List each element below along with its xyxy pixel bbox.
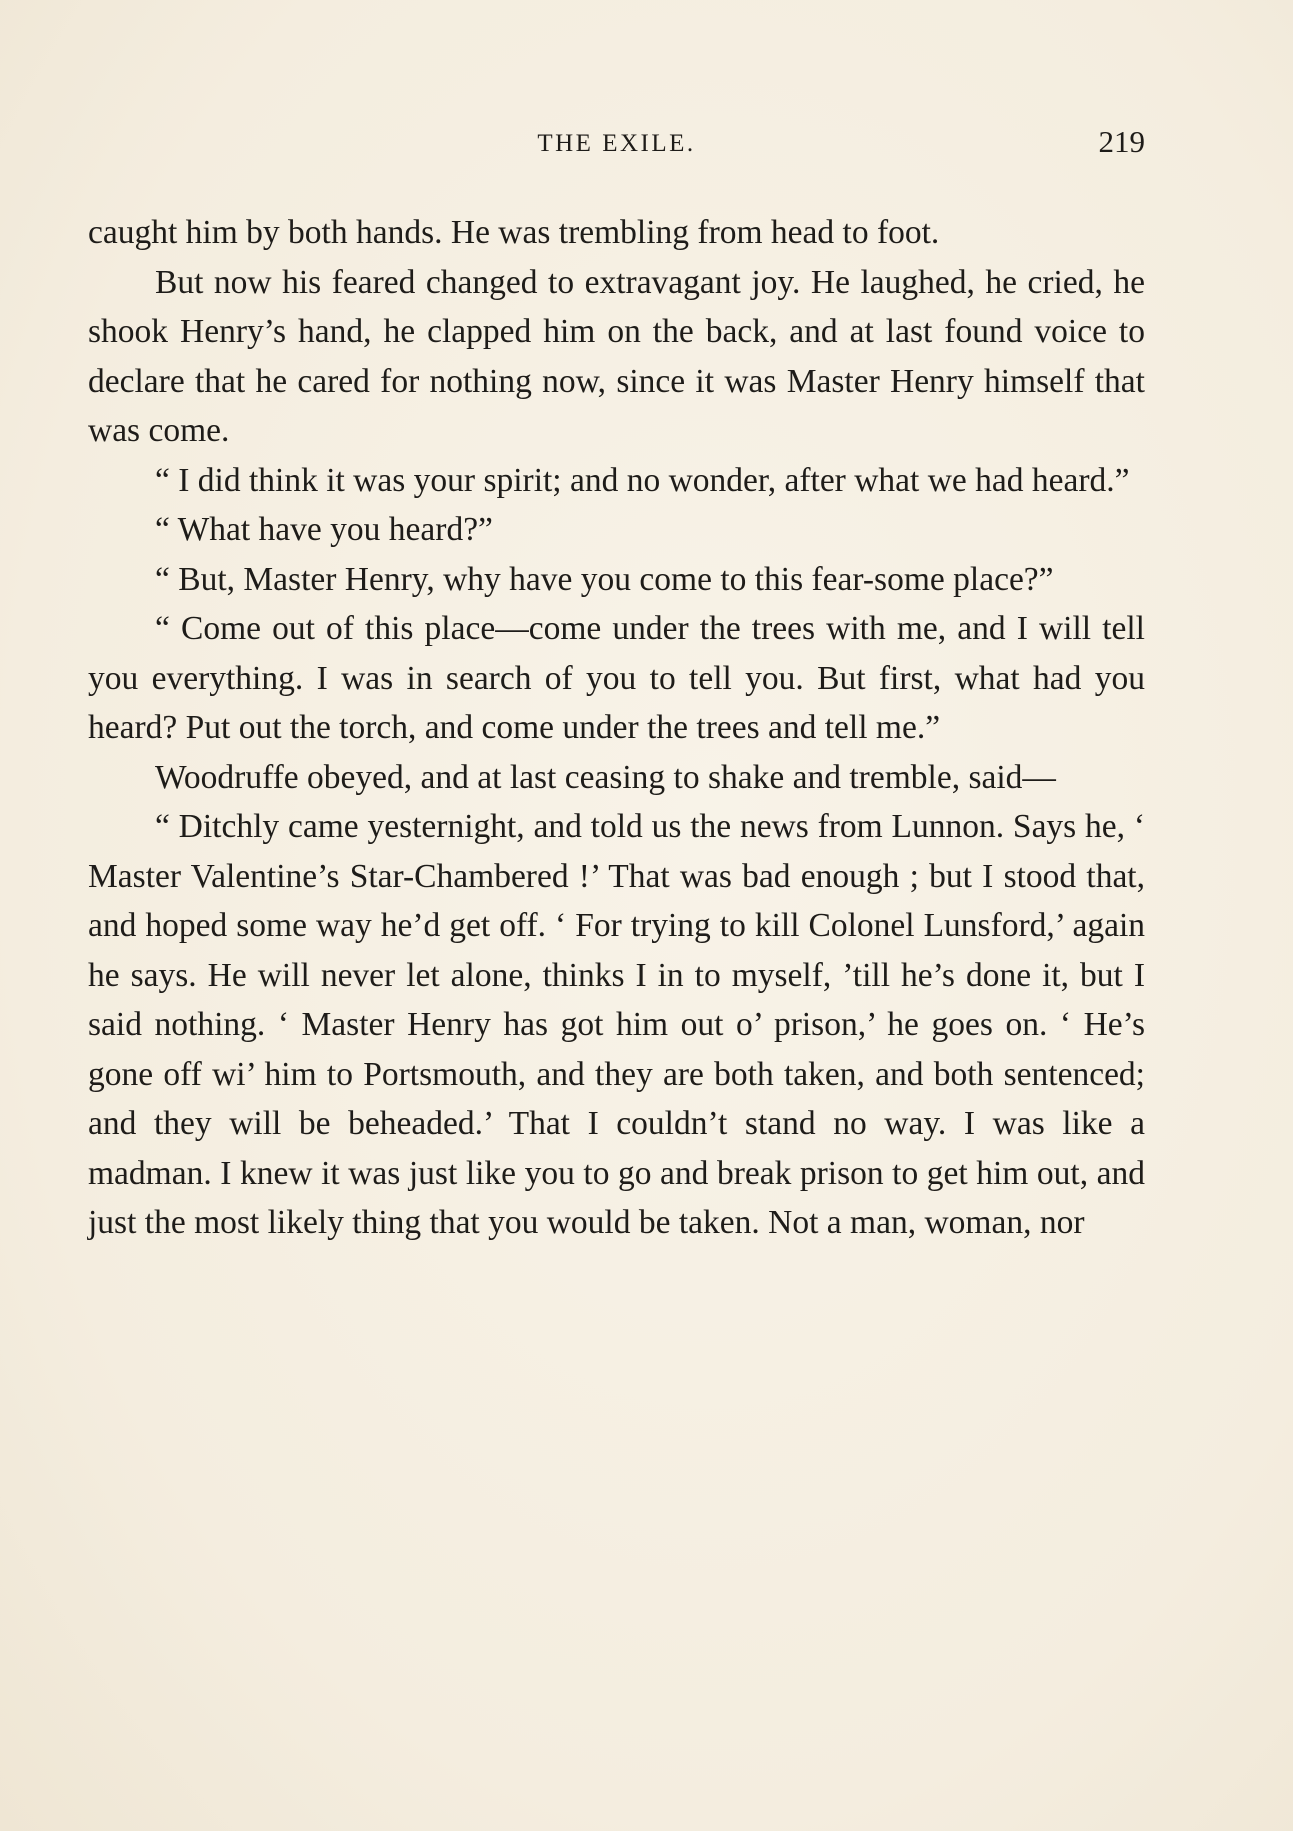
paragraph-dialogue: “ Come out of this place—come under the trees with me, and I will tell you everything. I was in search of you to tell you. But first, what had you heard? Put out the torch, and come under the trees and tell me.” [88, 610, 1145, 746]
paragraph-dialogue: “ What have you heard?” [155, 511, 493, 548]
running-head [88, 124, 1145, 164]
paragraph-continuation: caught him by both hands. He was trembling from head to foot. [88, 214, 940, 251]
paragraph-dialogue: “ Ditchly came yesternight, and told us the news from Lunnon. Says he, ‘ Master Valentine’s Star-Chambered !’ That was bad enough ; but I stood that, and hoped some way he’d get off. ‘ For trying to kill Colonel Lunsford,’ again he says. He will never let alone, thinks I in to myself, ’till he’s done it, but I said nothing. ‘ Master Henry has got him out o’ prison,’ he goes on. ‘ He’s gone off wi’ him to Portsmouth, and they are both taken, and both sentenced; and they will be beheaded.’ That I couldn’t stand no way. I was like a madman. I knew it was just like you to go and break prison to get him out, and just the most likely thing that you would be taken. Not a man, woman, nor [88, 808, 1145, 1241]
body-text [88, 208, 1145, 1248]
paragraph: But now his feared changed to extravagant joy. He laughed, he cried, he shook Henry’s hand, he clapped him on the back, and at last found voice to declare that he cared for nothing now, since it was Master Henry himself that was come. [88, 263, 1145, 449]
page-number: 219 [1098, 124, 1145, 159]
paragraph-dialogue: “ I did think it was your spirit; and no wonder, after what we had heard.” [155, 461, 1130, 499]
paragraph: Woodruffe obeyed, and at last ceasing to shake and tremble, said— [155, 758, 1056, 796]
paragraph-dialogue: “ But, Master Henry, why have you come to this fear-some place?” [155, 560, 1054, 598]
running-title: THE EXILE. [537, 130, 696, 157]
